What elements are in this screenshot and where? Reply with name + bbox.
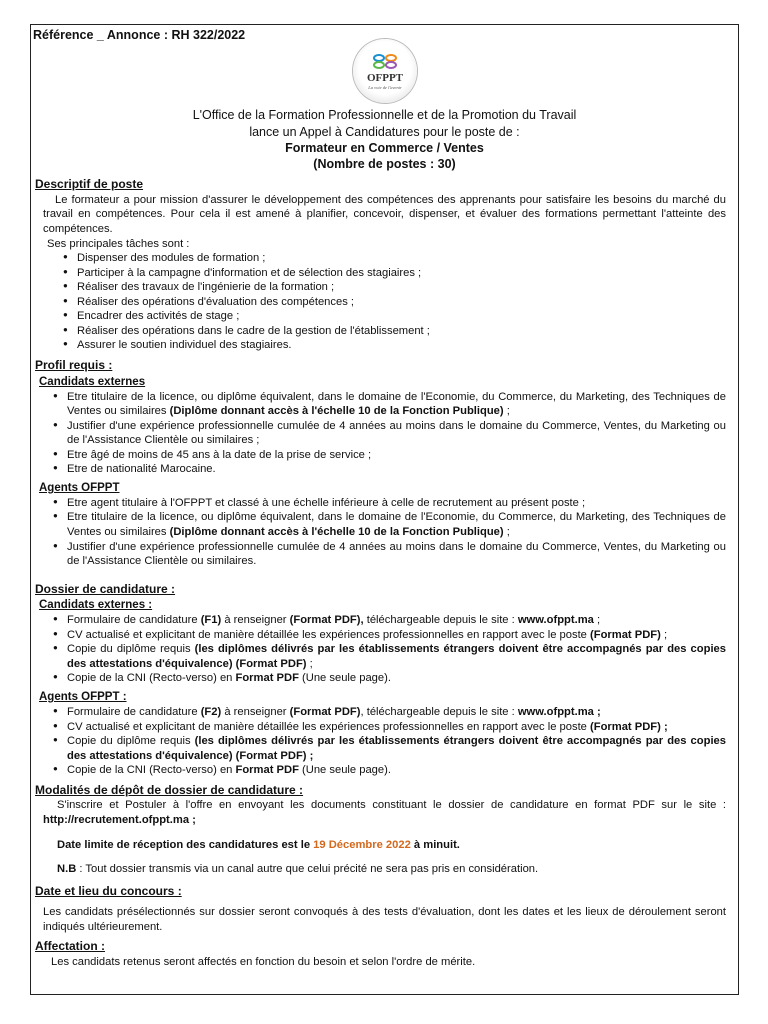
dossier-externes-label: Candidats externes : xyxy=(39,599,153,612)
list-item: ● Etre âgé de moins de 45 ans à la date de la prise de service ; xyxy=(55,448,726,463)
list-item: ● Etre de nationalité Marocaine. xyxy=(55,462,726,477)
reference-number: Référence _ Annonce : RH 322/2022 xyxy=(33,28,246,42)
deadline-date: 19 Décembre 2022 xyxy=(313,838,411,851)
organization-name: L'Office de la Formation Professionnelle et de la Promotion du Travail xyxy=(192,108,577,123)
profil-externes-label: Candidats externes xyxy=(39,375,146,388)
position-title: Formateur en Commerce / Ventes xyxy=(285,140,484,155)
list-item: ● Justifier d'une expérience professionnelle cumulée de 4 années au moins dans le domaine du Commerce, Ventes, du Marketing ou de l'Assistance Clientèle ou similaires ; xyxy=(55,419,726,448)
list-item: ● CV actualisé et explicitant de manière détaillée les expériences professionnelles en rapport avec le poste (Format PDF) ; xyxy=(55,628,726,643)
list-item: ● Réaliser des opérations dans le cadre de la gestion de l'établissement ; xyxy=(65,324,726,339)
list-item: ● Copie de la CNI (Recto-verso) en Format PDF (Une seule page). xyxy=(55,763,726,778)
list-item: ● Copie de la CNI (Recto-verso) en Format PDF (Une seule page). xyxy=(55,671,726,686)
dossier-externes-list xyxy=(43,613,726,686)
list-item: ● Dispenser des modules de formation ; xyxy=(65,251,726,266)
tasks-list xyxy=(43,251,726,353)
list-item: ● Assurer le soutien individuel des stagiaires. xyxy=(65,338,726,353)
deadline-text: Date limite de réception des candidatures est le 19 Décembre 2022 à minuit. xyxy=(57,838,460,851)
concours-heading: Date et lieu du concours : xyxy=(35,883,182,898)
modalites-heading: Modalités de dépôt de dossier de candidature : xyxy=(35,782,304,797)
list-item: ● Copie du diplôme requis (les diplômes délivrés par les établissements étrangers doivent être accompagnés par des copies des attestations d'équivalence) (Format PDF) ; xyxy=(55,642,726,671)
profil-agents-list xyxy=(43,496,726,569)
logo-text: OFPPT xyxy=(366,72,403,85)
profil-agents-label: Agents OFPPT xyxy=(39,481,120,494)
call-text: lance un Appel à Candidatures pour le poste de : xyxy=(249,124,520,139)
nb-text: N.B : Tout dossier transmis via un canal autre que celui précité ne sera pas pris en considération. xyxy=(57,863,539,876)
logo-tagline: La voie de l'avenir xyxy=(367,85,402,91)
dossier-agents-list xyxy=(43,705,726,778)
list-item: ● Participer à la campagne d'information et de sélection des stagiaires ; xyxy=(65,266,726,281)
profil-externes-list xyxy=(43,390,726,477)
list-item: ● Encadrer des activités de stage ; xyxy=(65,309,726,324)
list-item: ● Formulaire de candidature (F1) à renseigner (Format PDF), téléchargeable depuis le site : www.ofppt.ma ; xyxy=(55,613,726,628)
dossier-agents-label: Agents OFPPT : xyxy=(39,691,127,704)
site-link[interactable]: www.ofppt.ma xyxy=(517,614,594,627)
list-item: ● Formulaire de candidature (F2) à renseigner (Format PDF), téléchargeable depuis le site : www.ofppt.ma ; xyxy=(55,705,726,720)
list-item: ● CV actualisé et explicitant de manière détaillée les expériences professionnelles en rapport avec le poste (Format PDF) ; xyxy=(55,720,726,735)
concours-text: Les candidats présélectionnés sur dossier seront convoqués à des tests d'évaluation, dont les dates et les lieux de déroulement seront indiqués ultérieurement. xyxy=(43,906,726,933)
list-item: ● Réaliser des opérations d'évaluation des compétences ; xyxy=(65,295,726,310)
descriptif-intro: Le formateur a pour mission d'assurer le développement des compétences des apprenants pour satisfaire les besoins du marché du travail en compétences. Pour cela il est amené à planifier, concevoir, dispenser, et évaluer des formations permettant l'atteinte des compétences. xyxy=(43,193,726,235)
list-item: ● Etre titulaire de la licence, ou diplôme équivalent, dans le domaine de l'Economie, du Commerce, du Marketing, des Techniques de Ventes ou similaires (Diplôme donnant accès à l'échelle 10 de la Fonction Publique) ; xyxy=(55,510,726,539)
ofppt-logo xyxy=(353,39,417,103)
list-item: ● Etre agent titulaire à l'OFPPT et classé à une échelle inférieure à celle de recrutement au présent poste ; xyxy=(55,496,726,511)
profil-heading: Profil requis : xyxy=(35,358,113,373)
announcement-page xyxy=(30,24,739,995)
list-item: ● Réaliser des travaux de l'ingénierie de la formation ; xyxy=(65,280,726,295)
descriptif-heading: Descriptif de poste xyxy=(35,177,144,192)
ofppt-logo-icon xyxy=(353,39,417,103)
recrutement-link[interactable]: http://recrutement.ofppt.ma ; xyxy=(43,813,196,826)
list-item: ● Copie du diplôme requis (les diplômes délivrés par les établissements étrangers doivent être accompagnés par des copies des attestations d'équivalence) (Format PDF) ; xyxy=(55,734,726,763)
tasks-label: Ses principales tâches sont : xyxy=(47,237,190,250)
site-link[interactable]: www.ofppt.ma ; xyxy=(517,705,601,718)
list-item: ● Justifier d'une expérience professionnelle cumulée de 4 années au moins dans le domaine du Commerce, Ventes, du Marketing ou de l'Assistance Clientèle ou similaires. xyxy=(55,540,726,569)
list-item: ● Etre titulaire de la licence, ou diplôme équivalent, dans le domaine de l'Economie, du Commerce, du Marketing, des Techniques de Ventes ou similaires (Diplôme donnant accès à l'échelle 10 de la Fonction Publique) ; xyxy=(55,390,726,419)
dossier-heading: Dossier de candidature : xyxy=(35,581,176,596)
position-count: (Nombre de postes : 30) xyxy=(313,157,456,171)
affectation-heading: Affectation : xyxy=(35,939,105,954)
modalites-text: S'inscrire et Postuler à l'offre en envoyant les documents constituant le dossier de candidature en format PDF sur le site : http://recrutement.ofppt.ma ; xyxy=(43,799,726,826)
affectation-text: Les candidats retenus seront affectés en fonction du besoin et selon l'ordre de mérite. xyxy=(51,955,476,968)
